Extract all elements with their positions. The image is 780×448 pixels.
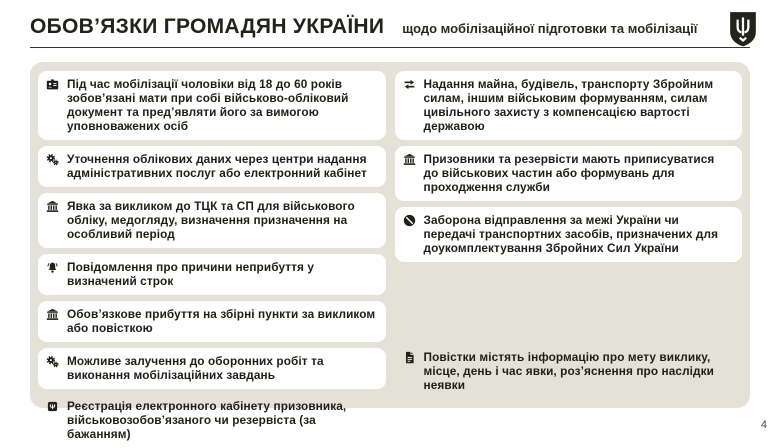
duty-text: Під час мобілізації чоловіки від 18 до 60 років зобов’язані мати при собі військово-обліковий документ та пред’являти його за вимогою уповноважених осіб [67, 77, 349, 133]
duty-text: Повідомлення про причини неприбуття у визначений строк [67, 260, 315, 288]
id-card-icon [46, 78, 59, 91]
building-icon [46, 308, 59, 321]
gears-icon [46, 355, 59, 368]
duty-card [38, 193, 386, 248]
gears-icon [46, 153, 59, 166]
building-icon [46, 200, 59, 213]
duty-text: Надання майна, будівель, транспорту Збройним силам, іншим військовим формуванням, силам цивільного захисту з компенсацією вартості державою [423, 77, 714, 133]
duty-card [38, 301, 386, 342]
duty-note [395, 346, 743, 399]
column-spacer [395, 268, 743, 340]
duty-text: Уточнення облікових даних через центри надання адміністративних послуг або електронний кабінет [67, 152, 367, 180]
page-subtitle: щодо мобілізаційної підготовки та мобілізації [402, 21, 698, 36]
duty-card [395, 71, 743, 140]
page-title: ОБОВ’ЯЗКИ ГРОМАДЯН УКРАЇНИ [30, 15, 385, 38]
content-panel [30, 62, 750, 441]
header [0, 0, 780, 39]
duty-card [38, 71, 386, 140]
duty-text: Реєстрація електронного кабінету призовника, військовозобов’язаного чи резервіста (за бажанням) [67, 399, 347, 441]
duty-text: Явка за викликом до ТЦК та СП для військового обліку, медогляду, визначення призначення на особливий період [67, 199, 355, 241]
duty-text: Заборона відправлення за межі України чи передачі транспортних засобів, призначених для доукомплектування Збройних Сил України [423, 213, 719, 255]
bell-icon [46, 261, 59, 274]
prohibition-icon [403, 214, 416, 227]
duty-text: Обов’язкове прибуття на збірні пункти за викликом або повісткою [67, 307, 376, 335]
building-icon [403, 153, 416, 166]
duty-card [38, 348, 386, 389]
page-number: 4 [760, 419, 767, 431]
document-icon [403, 351, 416, 364]
duty-card [395, 146, 743, 201]
trident-shield-icon [728, 11, 758, 47]
duty-card [38, 254, 386, 295]
duty-card [395, 207, 743, 262]
exchange-arrows-icon [403, 78, 416, 91]
left-column [38, 71, 386, 441]
duty-text: Можливе залучення до оборонних робіт та виконання мобілізаційних завдань [67, 354, 324, 382]
smartphone-icon [46, 400, 59, 413]
duty-text: Призовники та резервісти мають приписуватися до військових частин або формувань для проходження служби [423, 152, 715, 194]
header-divider [30, 47, 750, 48]
duty-note [38, 395, 386, 448]
right-column [395, 71, 743, 399]
duty-text: Повістки містять інформацію про мету виклику, місце, день і час явки, роз’яснення про наслідки неявки [423, 350, 715, 392]
duty-card [38, 146, 386, 187]
